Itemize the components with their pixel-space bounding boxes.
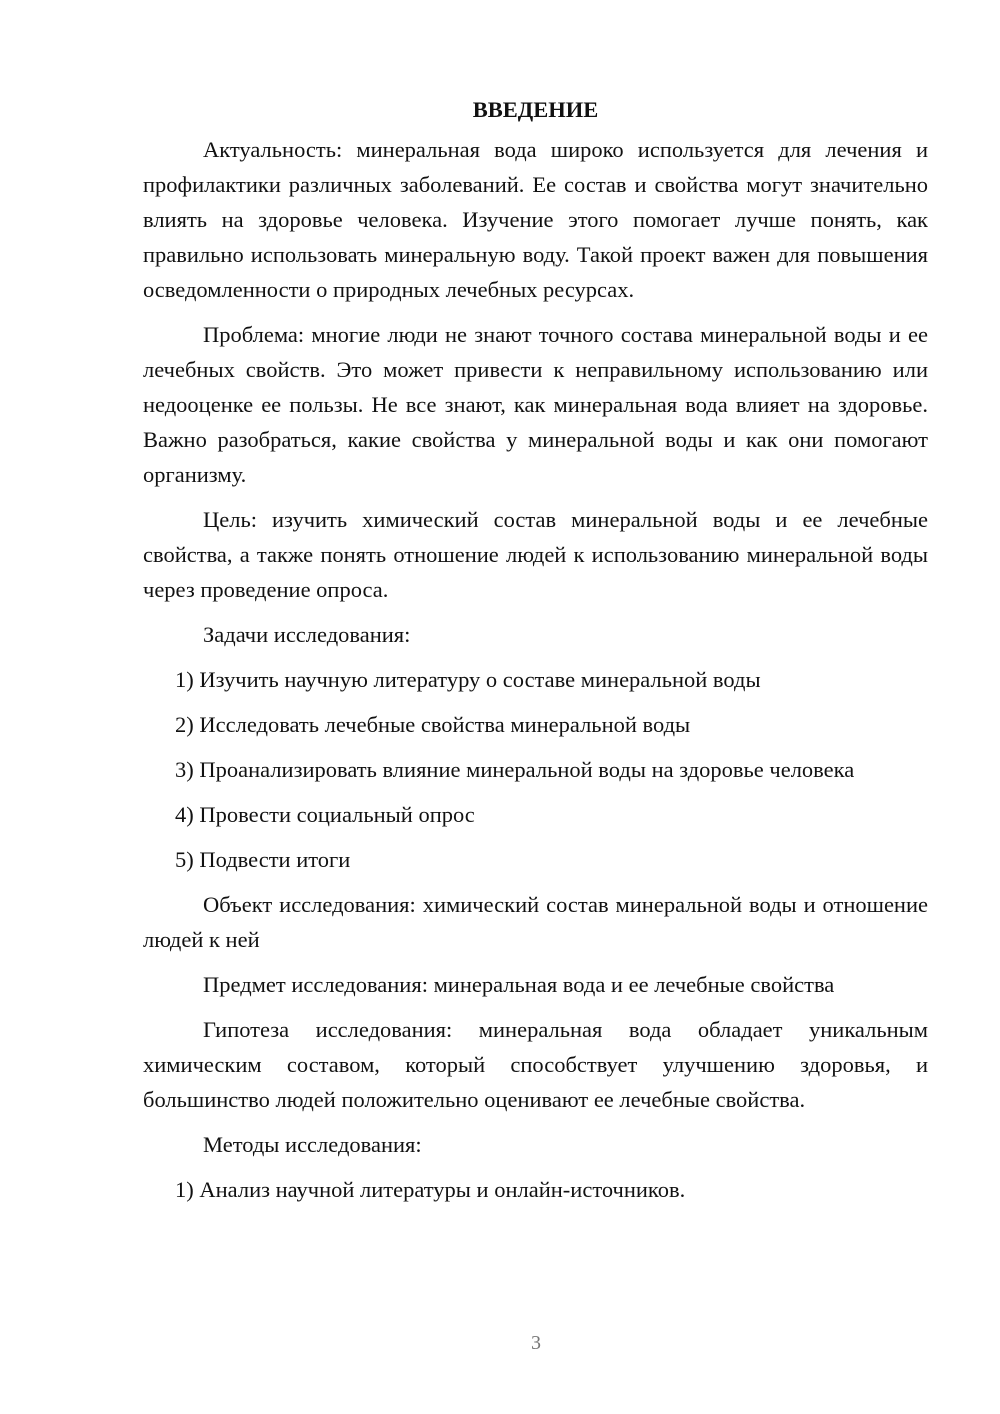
problem-paragraph: Проблема: многие люди не знают точного состава минеральной воды и ее лечебных свойств. Это может привести к неправильному использованию или недооценке ее пользы. Не все знают, как минеральная вода влияет на здоровье. Важно разобраться, какие свойства у минеральной воды и как они помогают организму.: [143, 322, 928, 487]
methods-heading: Методы исследования:: [203, 1132, 422, 1157]
task-item: 3) Проанализировать влияние минеральной воды на здоровье человека: [175, 757, 855, 782]
section-title: ВВЕДЕНИЕ: [472, 97, 599, 122]
relevance-paragraph: Актуальность: минеральная вода широко используется для лечения и профилактики различных заболеваний. Ее состав и свойства могут значительно влиять на здоровье человека. Изучение этого помогает лучше понять, как правильно использовать минеральную воду. Такой проект важен для повышения осведомленности о природных лечебных ресурсах.: [143, 137, 928, 302]
task-item: 5) Подвести итоги: [175, 847, 351, 872]
goal-paragraph: Цель: изучить химический состав минеральной воды и ее лечебные свойства, а также понять отношение людей к использованию минеральной воды через проведение опроса.: [143, 507, 928, 602]
method-item: 1) Анализ научной литературы и онлайн-источников.: [175, 1177, 686, 1202]
object-paragraph: Объект исследования: химический состав минеральной воды и отношение людей к ней: [143, 892, 928, 952]
page-number: 3: [531, 1332, 541, 1354]
page-content: [143, 92, 928, 1217]
task-item: 4) Провести социальный опрос: [175, 802, 475, 827]
task-item: 1) Изучить научную литературу о составе минеральной воды: [175, 667, 761, 692]
task-item: 2) Исследовать лечебные свойства минеральной воды: [175, 712, 691, 737]
tasks-heading: Задачи исследования:: [203, 622, 411, 647]
subject-paragraph: Предмет исследования: минеральная вода и ее лечебные свойства: [203, 972, 835, 997]
hypothesis-paragraph: Гипотеза исследования: минеральная вода обладает уникальным химическим составом, который способствует улучшению здоровья, и большинство людей положительно оценивают ее лечебные свойства.: [143, 1017, 928, 1112]
